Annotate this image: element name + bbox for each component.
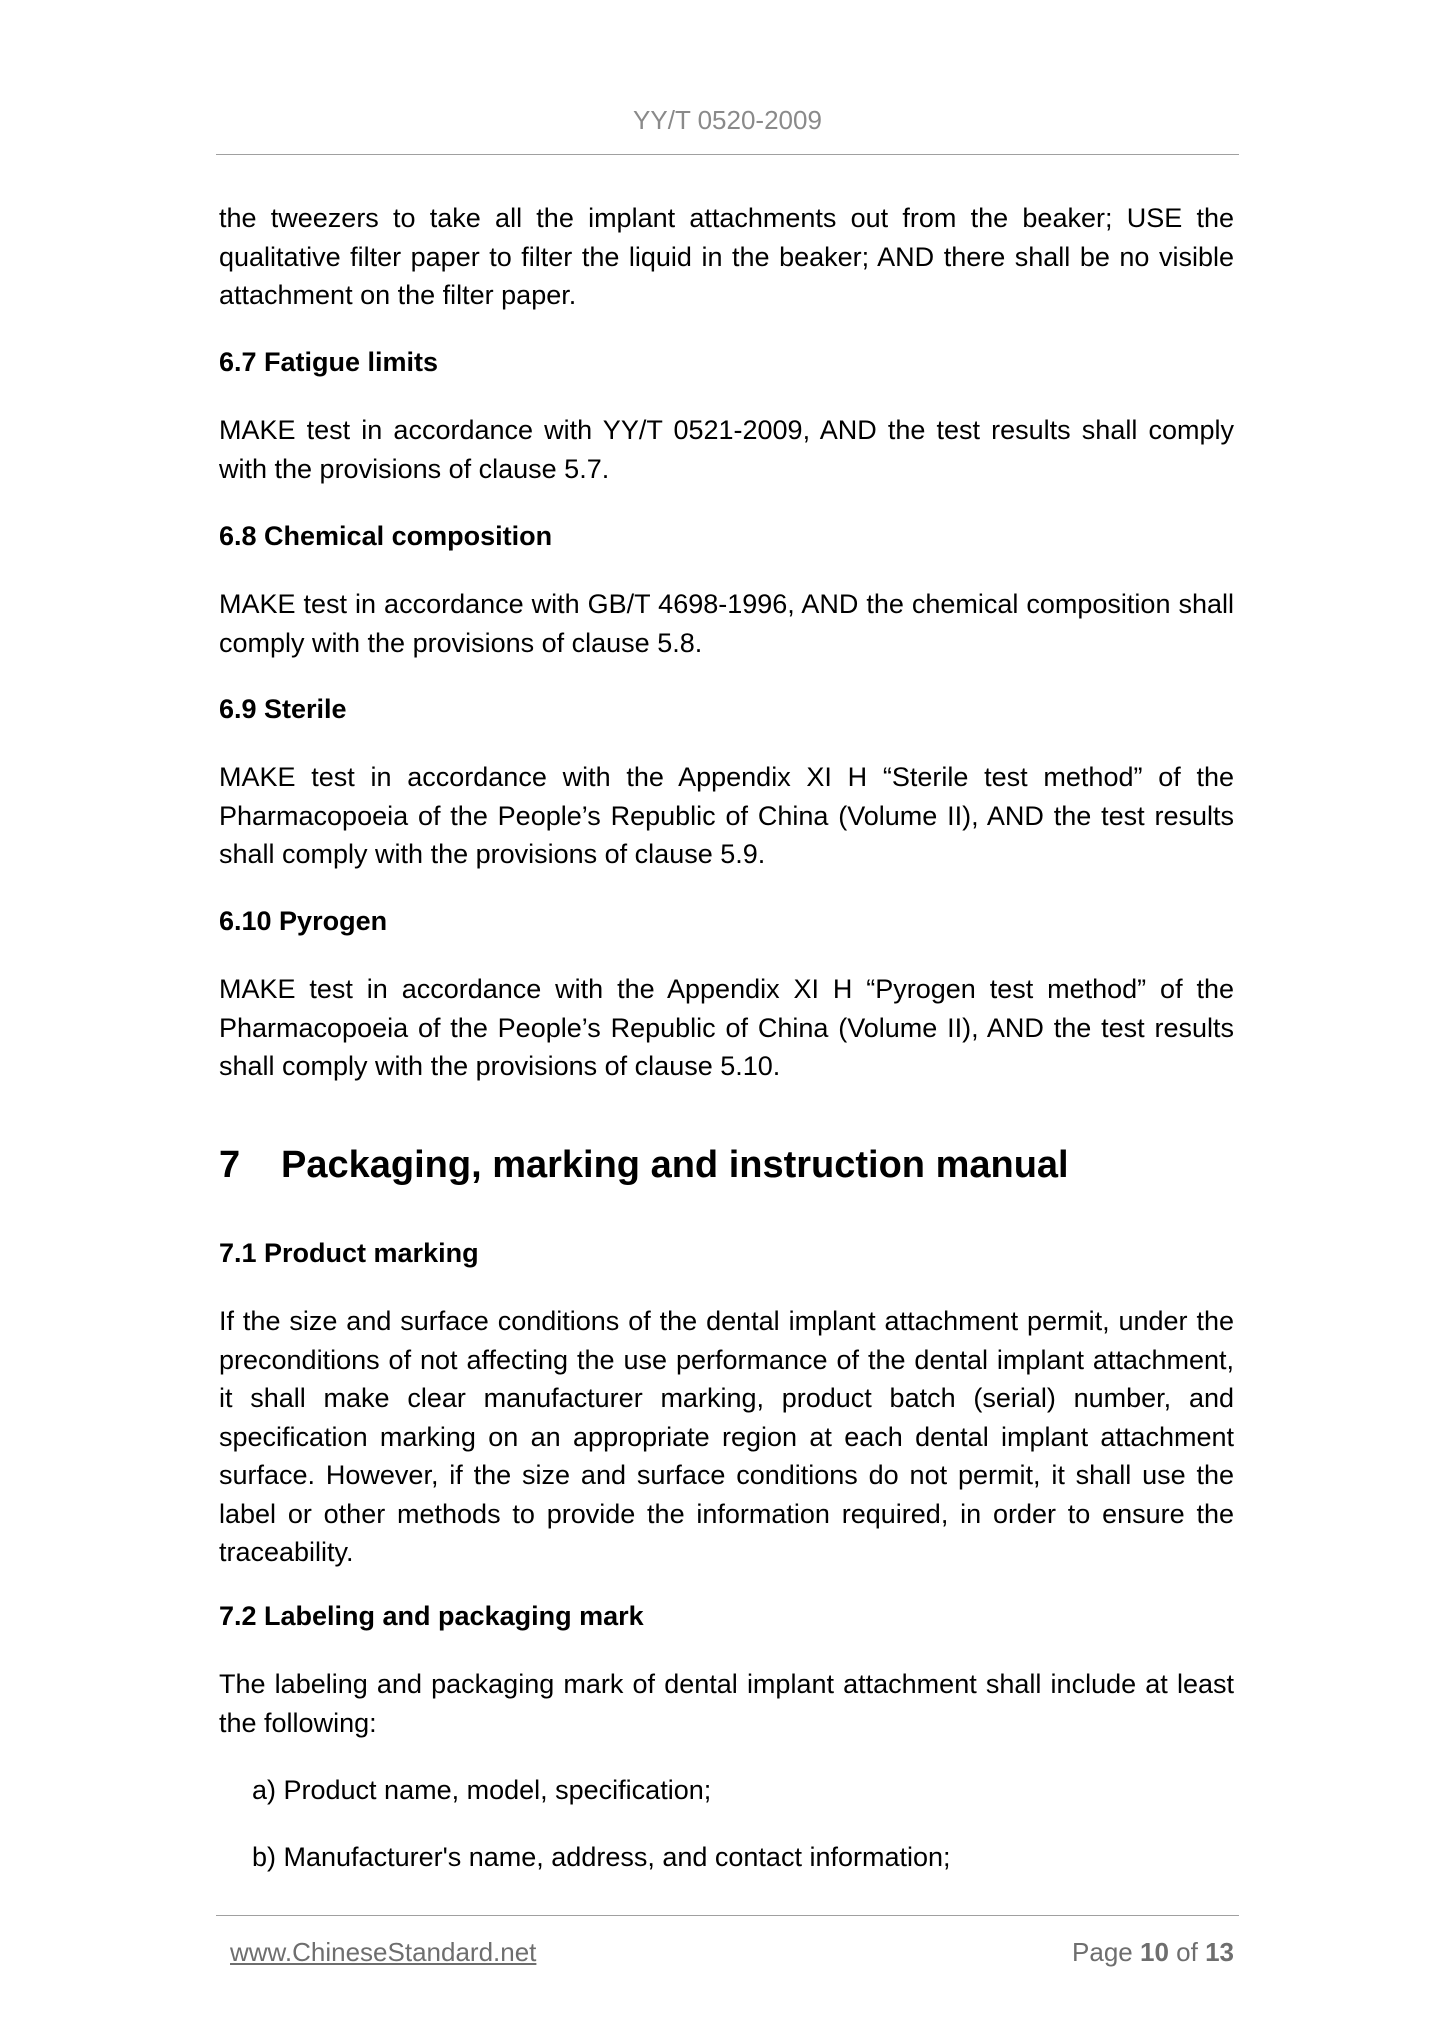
intro-paragraph: the tweezers to take all the implant attachments out from the beaker; USE the qualitative filter paper to filter the liquid in the beaker; AND there shall be no visible attachment on the filter paper.: [219, 203, 1234, 310]
heading-7-2: 7.2 Labeling and packaging mark: [219, 1601, 644, 1631]
paragraph-6-9: MAKE test in accordance with the Appendix XI H “Sterile test method” of the Pharmacopoeia of the People’s Republic of China (Volume II), AND the test results shall comply with the provisions of clause 5.9.: [219, 762, 1234, 869]
document-code-header: YY/T 0520-2009: [633, 105, 822, 135]
list-item: b) Manufacturer's name, address, and contact information;: [252, 1842, 951, 1872]
page-current: 10: [1140, 1937, 1169, 1967]
heading-6-10: 6.10 Pyrogen: [219, 906, 388, 936]
footer-divider: [216, 1915, 1239, 1916]
paragraph-7-1: If the size and surface conditions of the dental implant attachment permit, under the preconditions of not affecting the use performance of the dental implant attachment, it shall make clear manufacturer marking, product batch (serial) number, and specification marking on an appropriate region at each dental implant attachment surface. However, if the size and surface conditions do not permit, it shall use the label or other methods to provide the information required, in order to ensure the traceability.: [219, 1306, 1234, 1567]
page-prefix: Page: [1072, 1937, 1133, 1967]
heading-7-1: 7.1 Product marking: [219, 1238, 479, 1268]
heading-6-7: 6.7 Fatigue limits: [219, 347, 439, 377]
page-number: [1072, 1936, 1234, 1968]
paragraph-6-8: MAKE test in accordance with GB/T 4698-1996, AND the chemical composition shall comply with the provisions of clause 5.8.: [219, 589, 1234, 658]
page-total: 13: [1205, 1937, 1234, 1967]
heading-6-8: 6.8 Chemical composition: [219, 521, 553, 551]
website-link[interactable]: www.ChineseStandard.net: [230, 1937, 537, 1967]
header-divider: [216, 154, 1239, 155]
chapter-7-heading: [219, 1142, 1069, 1188]
paragraph-6-7: MAKE test in accordance with YY/T 0521-2009, AND the test results shall comply with the provisions of clause 5.7.: [219, 415, 1234, 484]
chapter-number: 7: [219, 1144, 241, 1186]
heading-6-9: 6.9 Sterile: [219, 694, 347, 724]
list-item: a) Product name, model, specification;: [252, 1775, 712, 1805]
paragraph-6-10: MAKE test in accordance with the Appendix XI H “Pyrogen test method” of the Pharmacopoeia of the People’s Republic of China (Volume II), AND the test results shall comply with the provisions of clause 5.10.: [219, 974, 1234, 1081]
page-of: of: [1176, 1937, 1198, 1967]
paragraph-7-2: The labeling and packaging mark of dental implant attachment shall include at least the following:: [219, 1669, 1234, 1738]
chapter-title: Packaging, marking and instruction manual: [281, 1144, 1069, 1186]
